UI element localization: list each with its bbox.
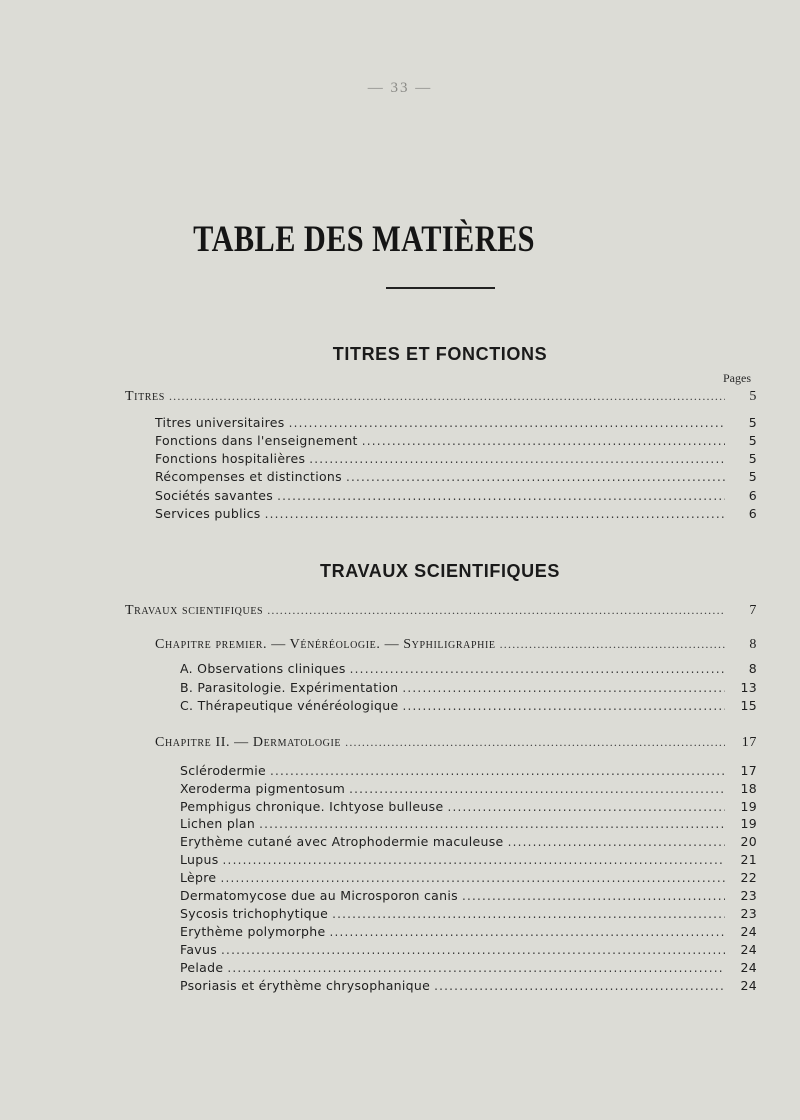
- toc-entry: [180, 660, 757, 678]
- leader-dots: [220, 869, 725, 887]
- leader-dots: [508, 833, 725, 851]
- toc-label: Erythème cutané avec Atrophodermie maculeuse: [180, 834, 504, 849]
- leader-dots: [402, 679, 725, 697]
- toc-entry: [155, 432, 757, 450]
- toc-entry: [180, 815, 757, 833]
- toc-label: Dermatomycose due au Microsporon canis: [180, 888, 458, 903]
- leader-dots: [289, 414, 725, 432]
- toc-label: C. Thérapeutique vénéréologique: [180, 698, 399, 713]
- toc-page: 5: [748, 469, 757, 484]
- toc-label: Xeroderma pigmentosum: [180, 781, 346, 796]
- leader-dots: [462, 887, 725, 905]
- toc-page: 22: [740, 870, 757, 885]
- toc-entry: [155, 487, 757, 505]
- toc-page: 24: [740, 960, 757, 975]
- toc-label: Favus: [180, 942, 218, 957]
- toc-entry: [125, 601, 757, 619]
- toc-page: 21: [740, 852, 757, 867]
- toc-entry: [180, 697, 757, 715]
- toc-label: Travaux scientifiques: [125, 603, 264, 618]
- toc-page: 6: [748, 506, 757, 521]
- toc-page: 19: [740, 799, 757, 814]
- toc-page: 24: [740, 942, 757, 957]
- toc-page: 18: [740, 781, 757, 796]
- toc-label: Services publics: [155, 506, 261, 521]
- toc-page: 17: [740, 763, 757, 778]
- toc-entry: [180, 851, 757, 869]
- pages-column-label: Pages: [723, 371, 751, 385]
- section-heading-travaux: TRAVAUX SCIENTIFIQUES: [320, 561, 560, 581]
- toc-label: Titres universitaires: [155, 415, 285, 430]
- toc-page: 13: [740, 680, 757, 695]
- toc-label: Erythème polymorphe: [180, 924, 326, 939]
- toc-page: 8: [749, 637, 757, 652]
- leader-dots: [259, 815, 725, 833]
- toc-label: Lichen plan: [180, 816, 256, 831]
- toc-entry: [180, 959, 757, 977]
- toc-entry: [180, 923, 757, 941]
- toc-entry: [155, 635, 757, 653]
- toc-entry: [180, 941, 757, 959]
- toc-label: Lupus: [180, 852, 219, 867]
- toc-page: 23: [740, 888, 757, 903]
- toc-page: 5: [748, 433, 757, 448]
- toc-label: Titres: [125, 389, 165, 404]
- leader-dots: [223, 851, 725, 869]
- toc-label: Sociétés savantes: [155, 488, 274, 503]
- toc-entry: [155, 450, 757, 468]
- toc-label: Récompenses et distinctions: [155, 469, 342, 484]
- title-rule: [386, 287, 495, 289]
- toc-label: Fonctions dans l'enseignement: [155, 433, 358, 448]
- toc-label: A. Observations cliniques: [180, 661, 346, 676]
- leader-dots: [332, 905, 725, 923]
- leader-dots: [309, 450, 725, 468]
- leader-dots: [349, 780, 725, 798]
- leader-dots: [362, 432, 725, 450]
- toc-entry: [155, 468, 757, 486]
- leader-dots: [345, 733, 725, 751]
- leader-dots: [346, 468, 725, 486]
- leader-dots: [434, 977, 725, 995]
- toc-entry: [180, 762, 757, 780]
- page-number: — 33 —: [367, 80, 433, 96]
- toc-entry: [180, 780, 757, 798]
- leader-dots: [265, 505, 725, 523]
- toc-page: 5: [749, 389, 757, 404]
- toc-page: 5: [748, 451, 757, 466]
- leader-dots: [227, 959, 725, 977]
- toc-label: Chapitre premier. — Vénéréologie. — Syphiligraphie: [155, 637, 496, 652]
- toc-entry: [180, 869, 757, 887]
- toc-page: 7: [749, 603, 757, 618]
- toc-entry: [155, 505, 757, 523]
- leader-dots: [270, 762, 725, 780]
- leader-dots: [169, 387, 725, 405]
- leader-dots: [402, 697, 725, 715]
- toc-entry: [180, 798, 757, 816]
- toc-label: B. Parasitologie. Expérimentation: [180, 680, 399, 695]
- toc-label: Sycosis trichophytique: [180, 906, 329, 921]
- toc-page: 5: [748, 415, 757, 430]
- page-title: TABLE DES MATIÈRES: [193, 219, 535, 260]
- toc-page: 24: [740, 978, 757, 993]
- toc-entry: [180, 905, 757, 923]
- toc-page: 19: [740, 816, 757, 831]
- toc-label: Pelade: [180, 960, 224, 975]
- leader-dots: [221, 941, 725, 959]
- toc-entry: [125, 387, 757, 405]
- toc-label: Pemphigus chronique. Ichtyose bulleuse: [180, 799, 444, 814]
- toc-page: 8: [748, 661, 757, 676]
- toc-page: 17: [741, 735, 757, 750]
- toc-page: 24: [740, 924, 757, 939]
- toc-entry: [180, 887, 757, 905]
- leader-dots: [267, 601, 725, 619]
- leader-dots: [350, 660, 725, 678]
- leader-dots: [329, 923, 725, 941]
- leader-dots: [277, 487, 725, 505]
- toc-entry: [155, 733, 757, 751]
- toc-page: 15: [740, 698, 757, 713]
- toc-page: 23: [740, 906, 757, 921]
- leader-dots: [500, 635, 725, 653]
- toc-entry: [155, 414, 757, 432]
- toc-label: Sclérodermie: [180, 763, 266, 778]
- toc-page: 20: [740, 834, 757, 849]
- leader-dots: [447, 798, 725, 816]
- toc-entry: [180, 679, 757, 697]
- toc-label: Chapitre II. — Dermatologie: [155, 735, 342, 750]
- toc-entry: [180, 833, 757, 851]
- section-heading-titres: TITRES ET FONCTIONS: [332, 344, 548, 364]
- toc-page: 6: [748, 488, 757, 503]
- toc-label: Psoriasis et érythème chrysophanique: [180, 978, 431, 993]
- toc-label: Fonctions hospitalières: [155, 451, 306, 466]
- toc-entry: [180, 977, 757, 995]
- toc-label: Lèpre: [180, 870, 217, 885]
